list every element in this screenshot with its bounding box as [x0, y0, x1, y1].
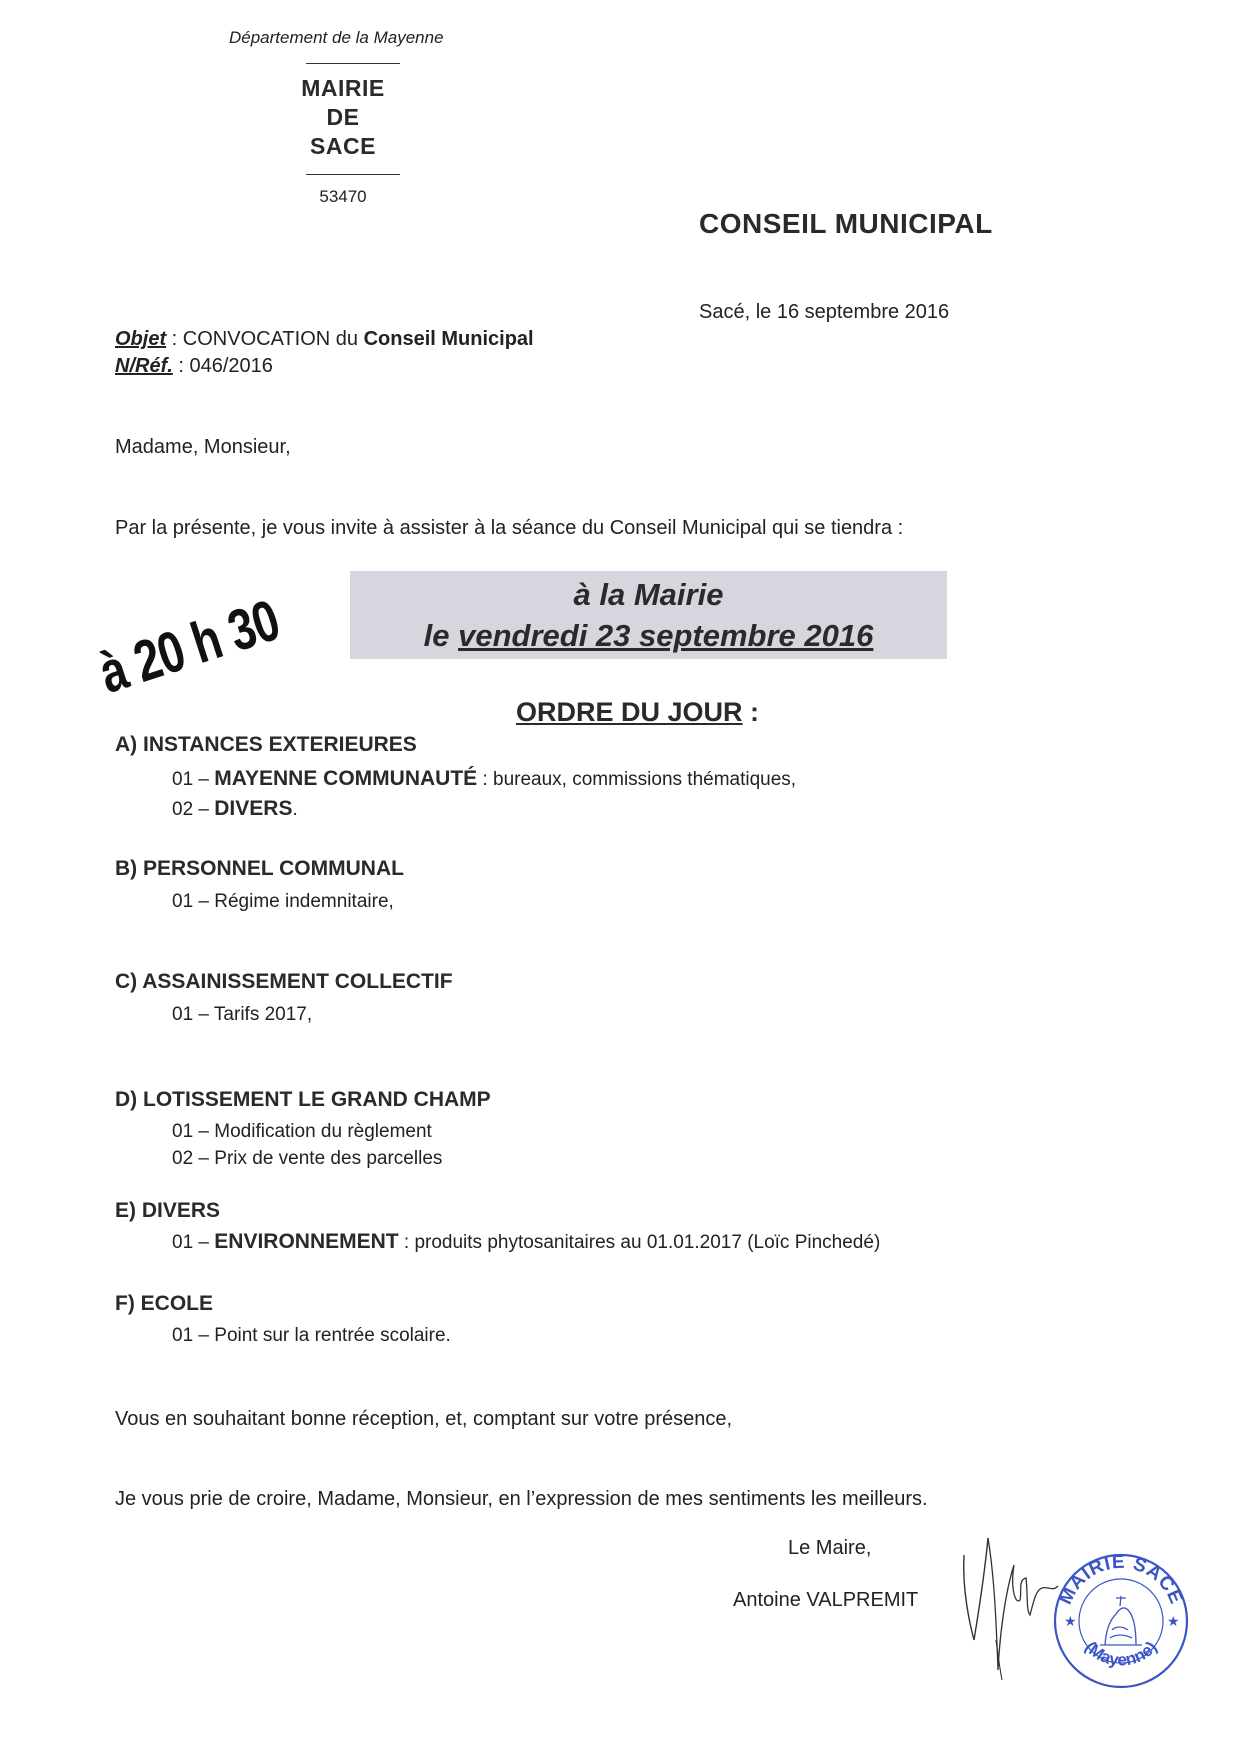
agenda-item	[172, 1004, 312, 1026]
invitation-text: Par la présente, je vous invite à assister à la séance du Conseil Municipal qui se tiendra :	[115, 517, 904, 539]
department-label: Département de la Mayenne	[229, 28, 444, 47]
agenda-section-heading: C) ASSAINISSEMENT COLLECTIF	[115, 970, 453, 993]
salutation: Madame, Monsieur,	[115, 436, 291, 458]
agenda-title-suffix: :	[742, 697, 760, 727]
stamp-top-text: MAIRIE SACE	[1055, 1551, 1187, 1608]
agenda-section-heading: D) LOTISSEMENT LE GRAND CHAMP	[115, 1088, 491, 1111]
objet-label: Objet	[115, 328, 167, 350]
ref-sep: :	[172, 355, 190, 377]
place-date: Sacé, le 16 septembre 2016	[699, 301, 950, 323]
closing-line-2: Je vous prie de croire, Madame, Monsieur, en l’expression de mes sentiments les meilleurs.	[115, 1488, 928, 1510]
signatory-role: Le Maire,	[788, 1537, 872, 1559]
svg-text:★: ★	[1064, 1613, 1077, 1629]
item-text: Prix de vente des parcelles	[214, 1148, 443, 1169]
item-num: 01 –	[172, 891, 215, 912]
objet-bold: Conseil Municipal	[363, 328, 534, 350]
ref-label: N/Réf.	[115, 355, 173, 377]
agenda-title	[516, 697, 759, 728]
item-text: : bureaux, commissions thématiques,	[477, 769, 797, 790]
item-num: 01 –	[172, 1325, 215, 1346]
objet-text: CONVOCATION du	[182, 328, 364, 350]
meeting-time: à 20 h 30	[91, 587, 287, 707]
header-rule-top	[306, 63, 400, 64]
agenda-item	[172, 1148, 442, 1170]
meeting-place-box	[350, 571, 947, 659]
agenda-item	[172, 797, 298, 821]
mairie-line-3: SACE	[310, 133, 376, 159]
item-bold: DIVERS	[214, 797, 293, 820]
agenda-section-heading: A) INSTANCES EXTERIEURES	[115, 733, 417, 756]
agenda-title-text: ORDRE DU JOUR	[516, 697, 743, 727]
document-title: CONSEIL MUNICIPAL	[699, 208, 993, 239]
header-rule-bottom	[306, 174, 400, 175]
meeting-date-prefix: le	[423, 618, 459, 653]
postal-code: 53470	[319, 187, 367, 206]
item-text: Modification du règlement	[214, 1121, 432, 1142]
agenda-item	[172, 1121, 432, 1143]
stamp-emblem-icon	[1100, 1596, 1142, 1645]
item-text: .	[292, 799, 298, 820]
svg-text:(Mayenne)	[1081, 1638, 1161, 1670]
item-num: 02 –	[172, 1148, 215, 1169]
meeting-place: à la Mairie	[573, 577, 724, 612]
item-text: Régime indemnitaire,	[214, 891, 394, 912]
item-num: 01 –	[172, 1121, 215, 1142]
stamp-bottom-text: (Mayenne)	[1081, 1637, 1161, 1670]
objet-sep: :	[166, 328, 183, 350]
agenda-item	[172, 1230, 880, 1254]
item-bold: MAYENNE COMMUNAUTÉ	[214, 767, 478, 790]
agenda-section-heading: E) DIVERS	[115, 1199, 221, 1222]
mairie-stamp	[1050, 1550, 1192, 1692]
mairie-line-2: DE	[326, 104, 360, 130]
item-text: : produits phytosanitaires au 01.01.2017 (Loïc Pinchedé)	[398, 1232, 881, 1253]
item-text: Tarifs 2017,	[213, 1004, 313, 1025]
mairie-name	[290, 74, 396, 161]
objet-line	[115, 328, 534, 351]
agenda-item	[172, 891, 394, 913]
closing-line-1: Vous en souhaitant bonne réception, et, comptant sur votre présence,	[115, 1408, 733, 1430]
agenda-item	[172, 767, 796, 791]
item-bold: ENVIRONNEMENT	[214, 1230, 399, 1253]
item-num: 01 –	[172, 1004, 214, 1025]
item-num: 02 –	[172, 799, 215, 820]
agenda-section-heading: F) ECOLE	[115, 1292, 213, 1315]
meeting-date-line	[350, 615, 947, 657]
svg-text:★: ★	[1167, 1613, 1180, 1629]
ref-value: 046/2016	[189, 355, 273, 377]
item-num: 01 –	[172, 1232, 215, 1253]
signatory-name: Antoine VALPREMIT	[733, 1589, 919, 1611]
ref-line	[115, 355, 273, 378]
meeting-date: vendredi 23 septembre 2016	[458, 618, 874, 653]
agenda-item	[172, 1325, 451, 1347]
agenda-section-heading: B) PERSONNEL COMMUNAL	[115, 857, 404, 880]
mairie-line-1: MAIRIE	[301, 75, 385, 101]
item-text: Point sur la rentrée scolaire.	[214, 1325, 451, 1346]
item-num: 01 –	[172, 769, 215, 790]
